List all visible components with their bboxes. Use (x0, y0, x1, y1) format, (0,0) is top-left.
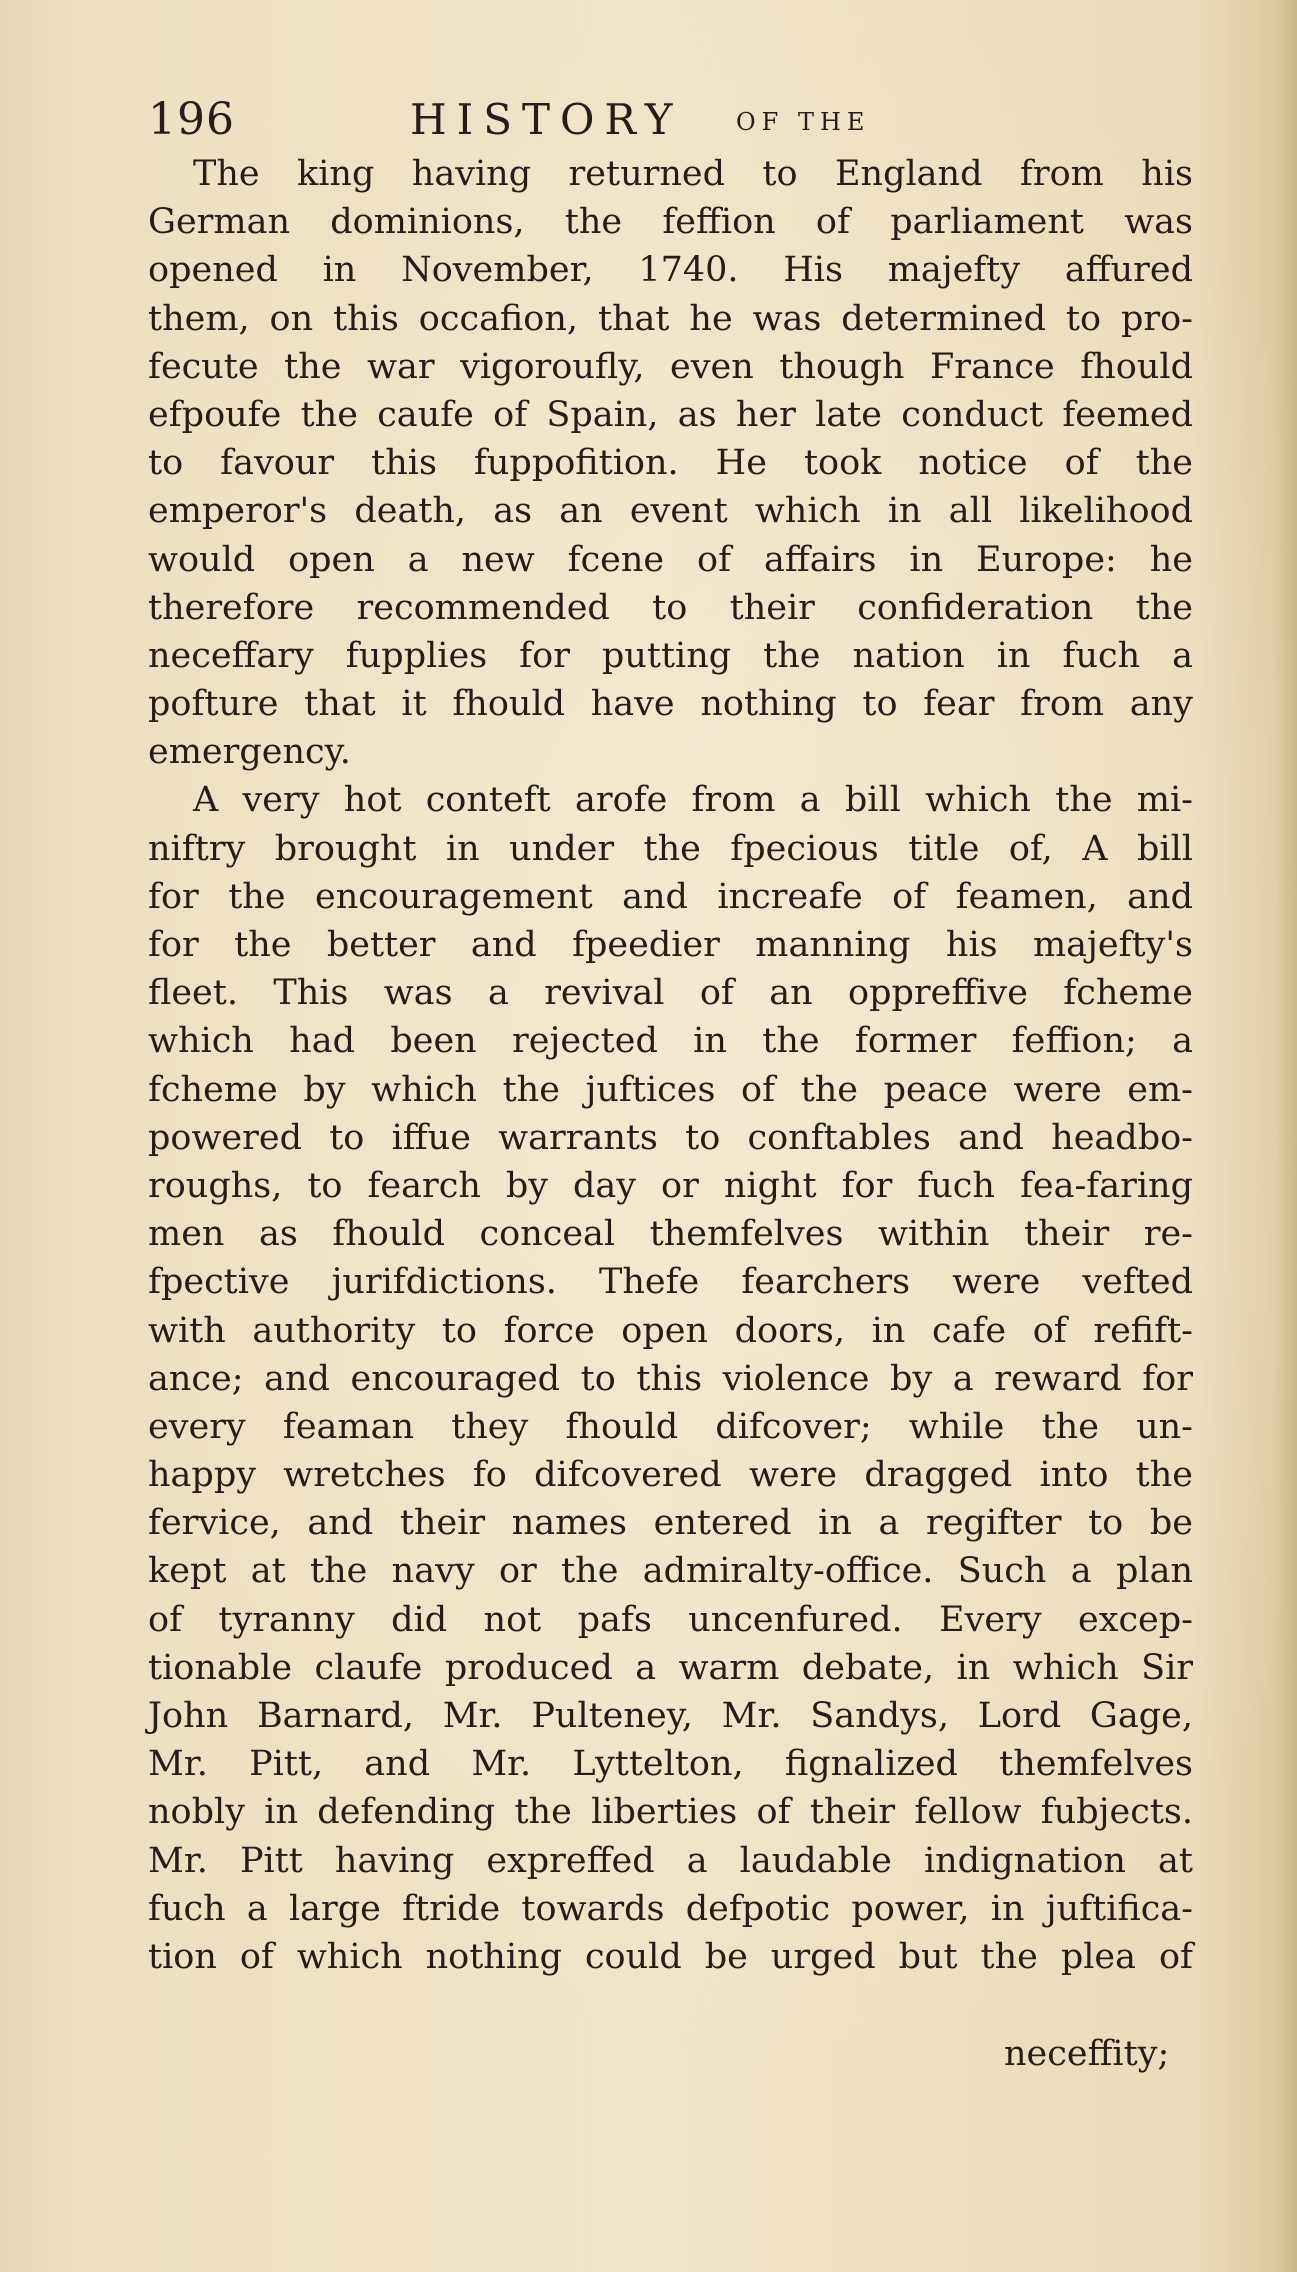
text-line: every feaman they fhould difcover; while the un- (148, 1406, 1193, 1447)
text-line: kept at the navy or the admiralty-office. Such a plan (148, 1551, 1193, 1592)
running-head-small: OF THE (736, 108, 871, 136)
text-line: The king having returned to England from his (193, 154, 1193, 194)
text-line: A very hot conteft arofe from a bill which the mi- (193, 780, 1193, 821)
text-line: efpoufe the caufe of Spain, as her late conduct feemed (148, 394, 1193, 435)
text-line: happy wretches fo difcovered were dragged into the (148, 1455, 1193, 1496)
text-line: fleet. This was a revival of an oppreffive fcheme (148, 973, 1193, 1014)
page-number: 196 (148, 94, 235, 145)
text-line: fpective jurifdictions. Thefe fearchers were vefted (148, 1262, 1193, 1303)
text-line: men as fhould conceal themfelves within their re- (148, 1214, 1193, 1255)
text-line: powered to iffue warrants to conftables and headbo- (148, 1117, 1193, 1158)
text-line: neceffary fupplies for putting the nation in fuch a (148, 635, 1193, 676)
text-line: for the encouragement and increafe of feamen, and (148, 876, 1193, 917)
text-line: would open a new fcene of affairs in Europe: he (148, 539, 1193, 580)
text-line: fuch a large ftride towards defpotic power, in juftifica- (148, 1888, 1193, 1929)
text-line: roughs, to fearch by day or night for fuch fea-faring (148, 1165, 1193, 1206)
text-line: them, on this occafion, that he was determined to pro- (148, 298, 1193, 339)
text-line: of tyranny did not pafs uncenfured. Every excep- (148, 1599, 1193, 1640)
text-line: ance; and encouraged to this violence by a reward for (148, 1358, 1193, 1399)
page-header (148, 92, 1188, 152)
text-line: Mr. Pitt, and Mr. Lyttelton, fignalized themfelves (148, 1744, 1193, 1785)
text-line: fecute the war vigoroufly, even though France fhould (148, 346, 1193, 387)
text-line: Mr. Pitt having expreffed a laudable indignation at (148, 1840, 1193, 1881)
text-line: fcheme by which the juftices of the peace were em- (148, 1069, 1193, 1110)
text-line: tionable claufe produced a warm debate, in which Sir (148, 1647, 1193, 1688)
text-line: tion of which nothing could be urged but the plea of (148, 1936, 1193, 1977)
text-line: therefore recommended to their confideration the (148, 587, 1193, 628)
text-line: German dominions, the feffion of parliament was (148, 202, 1193, 243)
text-line: emergency. (148, 732, 351, 773)
catchword: neceffity; (1004, 2034, 1170, 2074)
text-line: fervice, and their names entered in a regifter to be (148, 1503, 1193, 1544)
text-line: to favour this fuppofition. He took notice of the (148, 443, 1193, 484)
running-head: HISTORY (410, 95, 683, 144)
text-line: for the better and fpeedier manning his majefty's (148, 925, 1193, 965)
text-line: niftry brought in under the fpecious title of, A bill (148, 828, 1193, 869)
text-line: which had been rejected in the former feffion; a (148, 1021, 1193, 1062)
text-line: opened in November, 1740. His majefty affured (148, 250, 1193, 291)
page-edge-shadow (1275, 0, 1297, 2272)
text-line: emperor's death, as an event which in all likelihood (148, 491, 1193, 532)
text-line: nobly in defending the liberties of their fellow fubjects. (148, 1792, 1193, 1833)
text-line: with authority to force open doors, in cafe of refift- (148, 1310, 1193, 1351)
text-body (148, 150, 1193, 1981)
text-line: John Barnard, Mr. Pulteney, Mr. Sandys, Lord Gage, (148, 1696, 1193, 1736)
text-line: pofture that it fhould have nothing to fear from any (148, 684, 1193, 725)
